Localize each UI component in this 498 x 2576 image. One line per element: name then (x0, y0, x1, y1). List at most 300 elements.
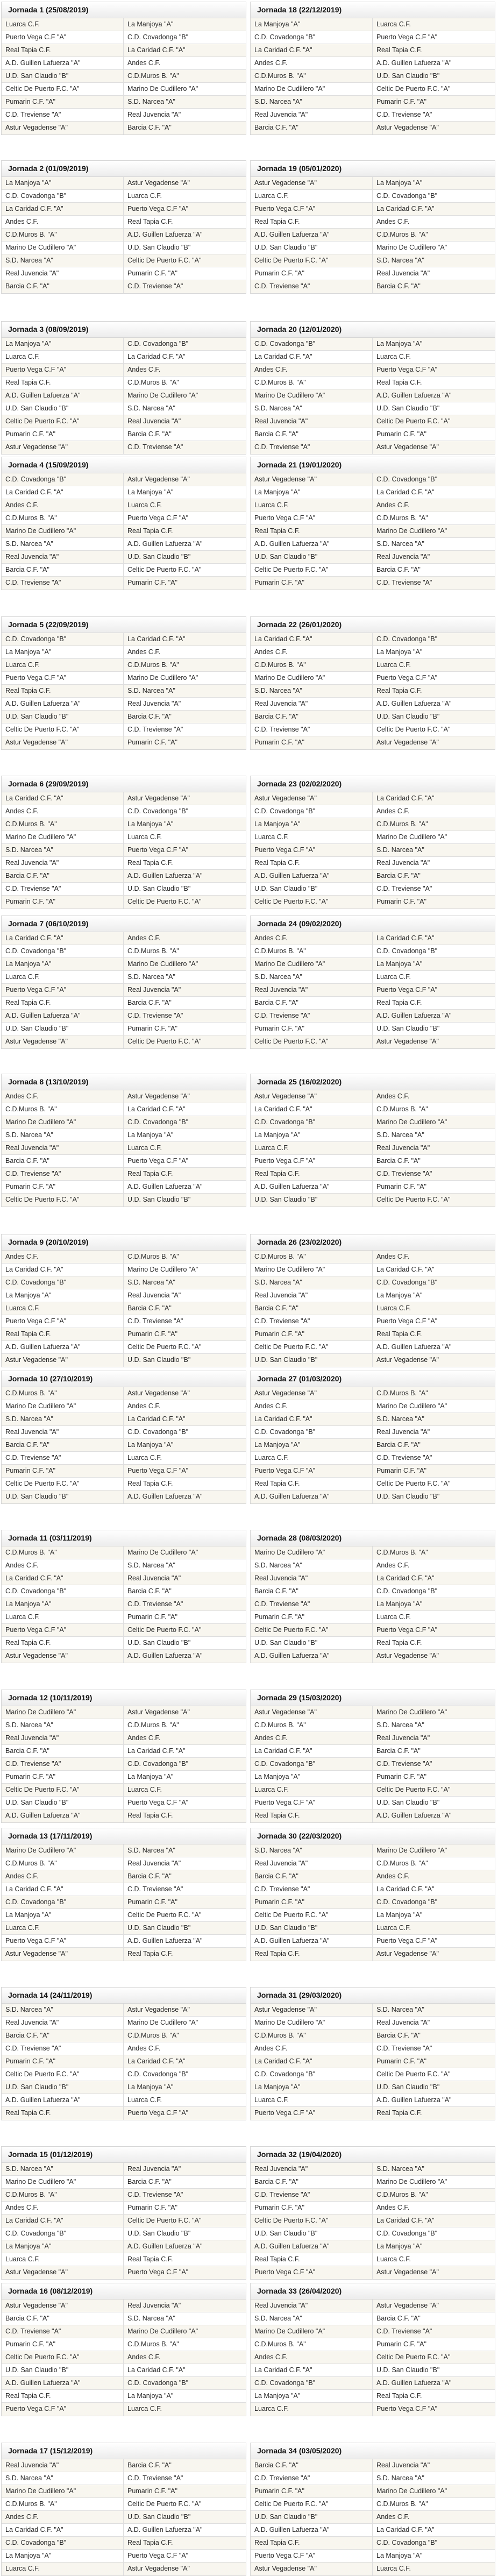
away-team: Barcia C.F. "A" (127, 2178, 172, 2185)
away-team: La Manjoya "A" (376, 1291, 423, 1299)
match-list (2, 1090, 246, 1207)
match-row (2, 1922, 246, 1935)
home-team: La Manjoya "A" (2, 1909, 124, 1921)
jornada-table (1, 321, 246, 455)
match-row (251, 2472, 495, 2485)
home-team: U.D. San Claudio "B" (2, 1023, 124, 1035)
match-row (251, 1546, 495, 1559)
jornada-title: Jornada 23 (02/02/2020) (251, 776, 495, 792)
home-team: Pumarin C.F. "A" (2, 1465, 124, 1477)
jornada-table (250, 1690, 495, 1823)
home-team: S.D. Narcea "A" (251, 402, 373, 415)
home-team: La Caridad C.F. "A" (251, 2055, 373, 2068)
match-row (2, 2364, 246, 2377)
match-row (251, 2042, 495, 2055)
home-team: Puerto Vega C.F "A" (251, 2550, 373, 2562)
away-team: Marino De Cudillero "A" (376, 2487, 447, 2495)
away-team: U.D. San Claudio "B" (376, 405, 440, 412)
match-list (251, 1706, 495, 1822)
jornada-table (250, 1371, 495, 1504)
home-team: C.D.Muros B. "A" (2, 512, 124, 524)
away-team: C.D. Treviense "A" (376, 111, 432, 118)
away-team: Real Tapia C.F. (127, 1170, 173, 1177)
match-row (2, 1585, 246, 1598)
match-row (2, 57, 246, 70)
away-team: Andes C.F. (127, 2045, 161, 2052)
match-row (251, 1650, 495, 1663)
home-team: Barcia C.F. "A" (2, 564, 124, 576)
match-row (251, 538, 495, 551)
home-team: C.D. Covadonga "B" (251, 2068, 373, 2081)
away-team: Andes C.F. (127, 934, 161, 942)
home-team: Real Tapia C.F. (251, 216, 373, 228)
away-team: Marino De Cudillero "A" (376, 527, 447, 535)
match-row (251, 870, 495, 883)
away-team: La Caridad C.F. "A" (127, 2057, 186, 2065)
away-team: C.D. Treviense "A" (127, 1885, 183, 1893)
match-row (2, 1732, 246, 1745)
away-team: Real Juvencia "A" (376, 1734, 430, 1742)
jornada-table (250, 616, 495, 750)
match-row (2, 1706, 246, 1719)
away-team: Puerto Vega C.F "A" (127, 1799, 189, 1806)
home-team: Celtic De Puerto F.C. "A" (2, 415, 124, 428)
home-team: Andes C.F. (251, 1400, 373, 1413)
home-team: U.D. San Claudio "B" (2, 70, 124, 82)
home-team: Luarca C.F. (2, 18, 124, 31)
away-team: C.D. Covadonga "B" (127, 2379, 189, 2387)
match-row (2, 1758, 246, 1771)
home-team: Puerto Vega C.F "A" (251, 2107, 373, 2120)
match-row (2, 351, 246, 364)
match-row (2, 1452, 246, 1465)
home-team: C.D. Covadonga "B" (2, 190, 124, 202)
match-row (251, 723, 495, 736)
match-row (2, 1142, 246, 1155)
match-row (2, 2253, 246, 2266)
match-row (2, 70, 246, 83)
away-team: Astur Vegadense "A" (376, 443, 439, 451)
match-row (251, 1341, 495, 1354)
home-team: Pumarin C.F. "A" (251, 1896, 373, 1908)
match-row (2, 1276, 246, 1289)
away-team: Pumarin C.F. "A" (376, 1467, 426, 1474)
match-row (2, 1155, 246, 1168)
match-row (2, 1771, 246, 1784)
away-team: U.D. San Claudio "B" (127, 553, 191, 560)
jornada-table (250, 2146, 495, 2280)
jornada-title: Jornada 21 (19/01/2020) (251, 457, 495, 473)
jornada-title: Jornada 33 (26/04/2020) (251, 2283, 495, 2300)
home-team: Celtic De Puerto F.C. "A" (251, 1341, 373, 1353)
home-team: Puerto Vega C.F "A" (251, 1797, 373, 1809)
away-team: Luarca C.F. (127, 2405, 162, 2412)
match-row (251, 1844, 495, 1857)
home-team: Luarca C.F. (251, 1142, 373, 1154)
match-row (2, 2042, 246, 2055)
away-team: Luarca C.F. (127, 2096, 162, 2104)
home-team: C.D. Treviense "A" (251, 441, 373, 454)
away-team: C.D. Treviense "A" (127, 1317, 183, 1325)
match-row (251, 428, 495, 441)
match-row (2, 216, 246, 229)
home-team: A.D. Guillen Lafuerza "A" (251, 1491, 373, 1503)
home-team: Andes C.F. (2, 1559, 124, 1572)
away-team: Astur Vegadense "A" (376, 1038, 439, 1045)
away-team: Puerto Vega C.F "A" (376, 366, 438, 373)
away-team: C.D. Treviense "A" (376, 1454, 432, 1461)
away-team: Barcia C.F. "A" (376, 2032, 421, 2039)
away-team: La Caridad C.F. "A" (376, 934, 435, 942)
match-row (2, 2498, 246, 2511)
away-team: C.D.Muros B. "A" (376, 1860, 428, 1867)
match-row (251, 646, 495, 659)
match-row (251, 2081, 495, 2094)
away-team: Marino De Cudillero "A" (127, 1266, 198, 1273)
match-row (251, 267, 495, 280)
match-row (2, 2055, 246, 2068)
away-team: Celtic De Puerto F.C. "A" (127, 257, 202, 264)
home-team: Astur Vegadense "A" (2, 736, 124, 749)
home-team: C.D. Treviense "A" (2, 577, 124, 590)
jornada-table (250, 2283, 495, 2416)
home-team: Barcia C.F. "A" (251, 1302, 373, 1315)
away-team: A.D. Guillen Lafuerza "A" (376, 2096, 452, 2104)
away-team: La Caridad C.F. "A" (376, 2526, 435, 2534)
match-row (2, 242, 246, 254)
away-team: Celtic De Puerto F.C. "A" (376, 1196, 451, 1203)
away-team: Real Tapia C.F. (376, 1639, 422, 1647)
jornada-table (250, 1074, 495, 1207)
match-row (251, 1315, 495, 1328)
match-row (2, 389, 246, 402)
match-row (2, 2240, 246, 2253)
match-row (2, 2029, 246, 2042)
away-team: La Manjoya "A" (376, 648, 423, 656)
home-team: C.D. Treviense "A" (251, 1598, 373, 1610)
home-team: Marino De Cudillero "A" (251, 1264, 373, 1276)
match-row (2, 1264, 246, 1276)
match-row (251, 190, 495, 203)
away-team: C.D. Treviense "A" (127, 2474, 183, 2482)
home-team: A.D. Guillen Lafuerza "A" (2, 2094, 124, 2106)
home-team: U.D. San Claudio "B" (2, 711, 124, 723)
away-team: U.D. San Claudio "B" (127, 1924, 191, 1932)
match-row (2, 633, 246, 646)
jornada-title: Jornada 31 (29/03/2020) (251, 1988, 495, 2004)
home-team: Pumarin C.F. "A" (2, 96, 124, 108)
home-team: La Caridad C.F. "A" (251, 1745, 373, 1757)
match-row (251, 633, 495, 646)
jornada-title: Jornada 24 (09/02/2020) (251, 916, 495, 932)
match-list (2, 338, 246, 454)
home-team: Marino De Cudillero "A" (251, 83, 373, 95)
match-row (2, 1439, 246, 1452)
away-team: A.D. Guillen Lafuerza "A" (376, 1812, 452, 1819)
jornada-title: Jornada 16 (08/12/2019) (2, 2283, 246, 2300)
match-row (251, 2266, 495, 2279)
home-team: Astur Vegadense "A" (251, 1706, 373, 1719)
away-team: U.D. San Claudio "B" (376, 1799, 440, 1806)
home-team: Luarca C.F. (251, 2094, 373, 2106)
away-team: Barcia C.F. "A" (376, 872, 421, 879)
match-row (251, 1771, 495, 1784)
away-team: Marino De Cudillero "A" (127, 2327, 198, 2335)
home-team: C.D. Treviense "A" (2, 1758, 124, 1770)
home-team: S.D. Narcea "A" (2, 844, 124, 856)
away-team: Andes C.F. (127, 59, 161, 67)
away-team: Real Juvencia "A" (376, 553, 430, 560)
home-team: Celtic De Puerto F.C. "A" (251, 1624, 373, 1636)
away-team: A.D. Guillen Lafuerza "A" (127, 231, 203, 238)
jornada-table (1, 457, 246, 590)
home-team: Real Tapia C.F. (251, 1478, 373, 1490)
home-team: U.D. San Claudio "B" (2, 1797, 124, 1809)
away-team: Real Juvencia "A" (376, 1144, 430, 1152)
away-team: Celtic De Puerto F.C. "A" (376, 85, 451, 93)
home-team: U.D. San Claudio "B" (251, 1354, 373, 1367)
match-row (251, 216, 495, 229)
match-list (251, 2459, 495, 2575)
away-team: Puerto Vega C.F "A" (127, 846, 189, 854)
home-team: Pumarin C.F. "A" (251, 1023, 373, 1035)
away-team: Pumarin C.F. "A" (376, 2340, 426, 2348)
away-team: U.D. San Claudio "B" (127, 885, 191, 892)
match-row (251, 96, 495, 109)
home-team: S.D. Narcea "A" (2, 1413, 124, 1425)
match-row (2, 402, 246, 415)
jornada-title: Jornada 2 (01/09/2019) (2, 161, 246, 177)
home-team: C.D. Treviense "A" (251, 2472, 373, 2485)
home-team: Luarca C.F. (251, 499, 373, 512)
home-team: Puerto Vega C.F "A" (251, 1465, 373, 1477)
away-team: A.D. Guillen Lafuerza "A" (127, 1493, 203, 1500)
home-team: Real Juvencia "A" (2, 1732, 124, 1744)
home-team: La Caridad C.F. "A" (2, 2524, 124, 2536)
home-team: Celtic De Puerto F.C. "A" (2, 83, 124, 95)
match-row (2, 698, 246, 711)
match-row (251, 1116, 495, 1129)
home-team: U.D. San Claudio "B" (251, 2227, 373, 2240)
home-team: Real Tapia C.F. (2, 2107, 124, 2120)
match-row (251, 2300, 495, 2312)
home-team: La Manjoya "A" (251, 1129, 373, 1141)
home-team: Andes C.F. (2, 216, 124, 228)
match-row (2, 473, 246, 486)
match-row (251, 1103, 495, 1116)
match-row (251, 1426, 495, 1439)
match-row (2, 2390, 246, 2403)
jornada-table (1, 1234, 246, 1367)
away-team: U.D. San Claudio "B" (376, 1493, 440, 1500)
match-row (251, 229, 495, 242)
jornada-table (1, 1371, 246, 1504)
match-row (2, 2176, 246, 2189)
home-team: C.D.Muros B. "A" (251, 659, 373, 671)
match-row (2, 1745, 246, 1758)
away-team: Barcia C.F. "A" (376, 1157, 421, 1165)
away-team: Celtic De Puerto F.C. "A" (376, 417, 451, 425)
away-team: Astur Vegadense "A" (376, 124, 439, 131)
match-row (2, 932, 246, 945)
home-team: A.D. Guillen Lafuerza "A" (2, 1809, 124, 1822)
match-row (2, 1896, 246, 1909)
away-team: La Manjoya "A" (376, 1600, 423, 1608)
home-team: La Manjoya "A" (251, 1771, 373, 1783)
jornada-title: Jornada 7 (06/10/2019) (2, 916, 246, 932)
home-team: Andes C.F. (251, 57, 373, 69)
away-team: Astur Vegadense "A" (376, 2302, 439, 2309)
home-team: Marino De Cudillero "A" (2, 1706, 124, 1719)
away-team: Real Tapia C.F. (376, 2392, 422, 2400)
match-row (2, 984, 246, 997)
match-row (2, 564, 246, 577)
away-team: Real Juvencia "A" (376, 269, 430, 277)
home-team: Barcia C.F. "A" (2, 870, 124, 882)
away-team: Marino De Cudillero "A" (127, 392, 198, 399)
away-team: La Manjoya "A" (376, 1911, 423, 1919)
match-row (251, 1181, 495, 1194)
away-team: La Caridad C.F. "A" (376, 2217, 435, 2224)
away-team: Celtic De Puerto F.C. "A" (127, 566, 202, 573)
home-team: Astur Vegadense "A" (2, 122, 124, 134)
away-team: Puerto Vega C.F "A" (127, 2552, 189, 2559)
match-row (251, 2253, 495, 2266)
home-team: Real Juvencia "A" (251, 2300, 373, 2312)
match-row (2, 551, 246, 564)
home-team: La Manjoya "A" (251, 486, 373, 499)
away-team: Celtic De Puerto F.C. "A" (376, 1786, 451, 1793)
home-team: C.D.Muros B. "A" (251, 2338, 373, 2351)
match-row (251, 672, 495, 685)
away-team: A.D. Guillen Lafuerza "A" (376, 2379, 452, 2387)
away-team: Luarca C.F. (127, 1786, 162, 1793)
home-team: C.D.Muros B. "A" (251, 945, 373, 957)
home-team: Andes C.F. (2, 805, 124, 818)
home-team: Marino De Cudillero "A" (2, 1116, 124, 1129)
away-team: Pumarin C.F. "A" (127, 2487, 177, 2495)
match-row (251, 577, 495, 590)
away-team: Luarca C.F. (127, 1454, 162, 1461)
match-row (251, 254, 495, 267)
away-team: S.D. Narcea "A" (127, 687, 175, 694)
match-row (251, 280, 495, 293)
home-team: Celtic De Puerto F.C. "A" (251, 1035, 373, 1048)
match-list (251, 18, 495, 134)
home-team: S.D. Narcea "A" (251, 96, 373, 108)
away-team: Celtic De Puerto F.C. "A" (127, 1343, 202, 1351)
home-team: U.D. San Claudio "B" (2, 402, 124, 415)
match-row (251, 338, 495, 351)
match-row (2, 711, 246, 723)
home-team: Luarca C.F. (2, 351, 124, 363)
home-team: Barcia C.F. "A" (2, 2312, 124, 2325)
home-team: La Manjoya "A" (2, 2240, 124, 2253)
home-team: Puerto Vega C.F "A" (2, 672, 124, 684)
home-team: Pumarin C.F. "A" (2, 1181, 124, 1193)
match-list (2, 18, 246, 134)
match-row (251, 2227, 495, 2240)
home-team: Celtic De Puerto F.C. "A" (2, 1478, 124, 1490)
home-team: Real Tapia C.F. (251, 857, 373, 869)
match-row (251, 1129, 495, 1142)
home-team: Astur Vegadense "A" (2, 1650, 124, 1663)
match-row (2, 2004, 246, 2017)
match-row (2, 685, 246, 698)
match-row (2, 672, 246, 685)
match-row (2, 1650, 246, 1663)
home-team: La Caridad C.F. "A" (2, 932, 124, 945)
away-team: C.D. Treviense "A" (127, 1600, 183, 1608)
away-team: Andes C.F. (127, 648, 161, 656)
home-team: Astur Vegadense "A" (251, 473, 373, 486)
away-team: La Manjoya "A" (376, 179, 423, 187)
away-team: La Caridad C.F. "A" (127, 635, 186, 643)
home-team: La Caridad C.F. "A" (2, 203, 124, 215)
away-team: C.D.Muros B. "A" (127, 379, 179, 386)
match-row (251, 70, 495, 83)
away-team: Puerto Vega C.F "A" (376, 986, 438, 994)
jornada-title: Jornada 13 (17/11/2019) (2, 1828, 246, 1844)
match-row (251, 958, 495, 971)
away-team: C.D. Covadonga "B" (376, 476, 438, 483)
match-row (251, 1585, 495, 1598)
home-team: A.D. Guillen Lafuerza "A" (2, 698, 124, 710)
away-team: U.D. San Claudio "B" (376, 2366, 440, 2374)
away-team: Barcia C.F. "A" (376, 566, 421, 573)
match-row (251, 2338, 495, 2351)
home-team: Pumarin C.F. "A" (2, 428, 124, 441)
home-team: Barcia C.F. "A" (2, 1745, 124, 1757)
home-team: Real Juvencia "A" (251, 698, 373, 710)
away-team: Barcia C.F. "A" (127, 430, 172, 438)
away-team: Puerto Vega C.F "A" (376, 2405, 438, 2412)
away-team: Barcia C.F. "A" (127, 124, 172, 131)
away-team: Real Juvencia "A" (127, 417, 181, 425)
away-team: S.D. Narcea "A" (127, 1279, 175, 1286)
away-team: Puerto Vega C.F "A" (127, 2109, 189, 2117)
home-team: C.D. Treviense "A" (2, 1452, 124, 1464)
away-team: A.D. Guillen Lafuerza "A" (376, 1012, 452, 1019)
match-row (2, 1611, 246, 1624)
home-team: Puerto Vega C.F "A" (2, 364, 124, 376)
away-team: Real Juvencia "A" (127, 700, 181, 707)
match-row (251, 1896, 495, 1909)
match-row (251, 685, 495, 698)
home-team: Puerto Vega C.F "A" (2, 1315, 124, 1328)
match-row (2, 2459, 246, 2472)
match-row (2, 1302, 246, 1315)
away-team: La Caridad C.F. "A" (376, 205, 435, 212)
away-team: Pumarin C.F. "A" (127, 1898, 177, 1906)
match-row (2, 1116, 246, 1129)
match-list (2, 1387, 246, 1503)
jornada-title: Jornada 26 (23/02/2020) (251, 1234, 495, 1251)
home-team: A.D. Guillen Lafuerza "A" (2, 2377, 124, 2389)
away-team: Barcia C.F. "A" (376, 2315, 421, 2322)
home-team: Astur Vegadense "A" (2, 2300, 124, 2312)
match-list (2, 792, 246, 909)
home-team: C.D. Covadonga "B" (2, 1896, 124, 1908)
home-team: Luarca C.F. (251, 1452, 373, 1464)
away-team: Puerto Vega C.F "A" (127, 514, 189, 522)
home-team: Andes C.F. (251, 646, 373, 658)
jornada-title: Jornada 30 (22/03/2020) (251, 1828, 495, 1844)
away-team: S.D. Narcea "A" (376, 2006, 424, 2013)
match-row (2, 44, 246, 57)
away-team: Real Juvencia "A" (376, 859, 430, 867)
away-team: La Manjoya "A" (376, 960, 423, 968)
